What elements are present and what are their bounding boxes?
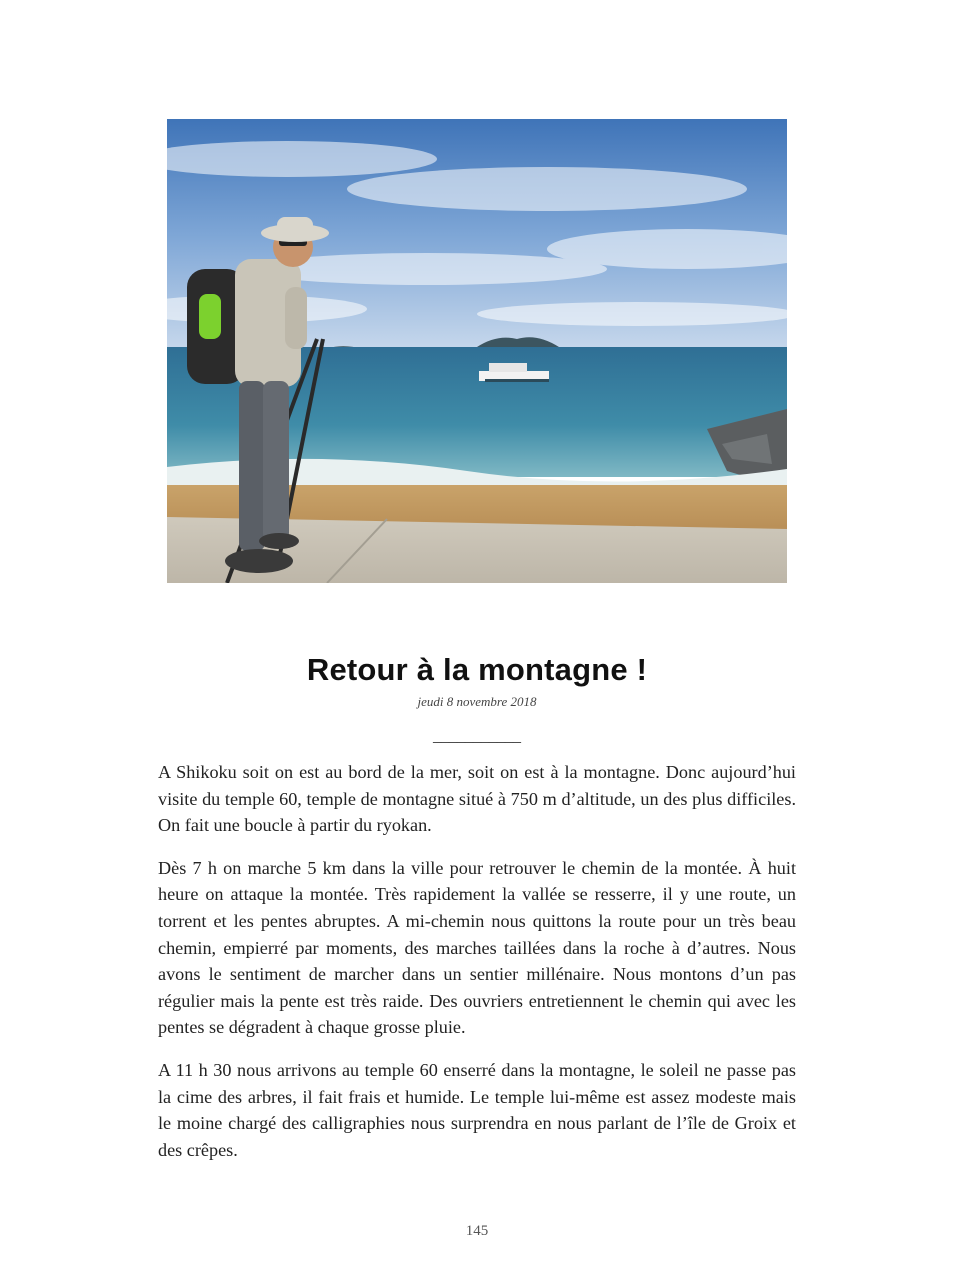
article-date: jeudi 8 novembre 2018: [417, 694, 537, 709]
paragraph: A Shikoku soit on est au bord de la mer, soit on est à la montagne. Donc aujourd’hui visite du temple 60, temple de montagne situé à 750 m d’altitude, un des plus difficiles. On fait une boucle à partir du ryokan.: [158, 762, 796, 836]
hiker-seaside-photo: [167, 119, 787, 583]
paragraph: Dès 7 h on marche 5 km dans la ville pour retrouver le chemin de la montée. À huit heure on attaque la montée. Très rapidement la vallée se resserre, il y une route, un torrent et les pentes abruptes. A mi-chemin nous quittons la route pour un très beau chemin, empierré par moments, des marches taillées dans la roche à d’autres. Nous avons le sentiment de marcher dans un sentier millénaire. Nous montons d’un pas régulier mais la pente est très raide. Des ouvriers entretiennent le chemin qui avec les pentes se dégradent à chaque grosse pluie.: [158, 857, 796, 1038]
article-body: [158, 759, 796, 1179]
title-separator: ___________: [433, 728, 521, 745]
paragraph: A 11 h 30 nous arrivons au temple 60 enserré dans la montagne, le soleil ne passe pas la cime des arbres, il fait frais et humide. Le temple lui-même est assez modeste mais le moine chargé des calligraphies nous surprendra en nous parlant de l’île de Groix et des crêpes.: [158, 1059, 796, 1160]
article-title: Retour à la montagne !: [306, 652, 648, 687]
page-number: 145: [465, 1223, 489, 1239]
